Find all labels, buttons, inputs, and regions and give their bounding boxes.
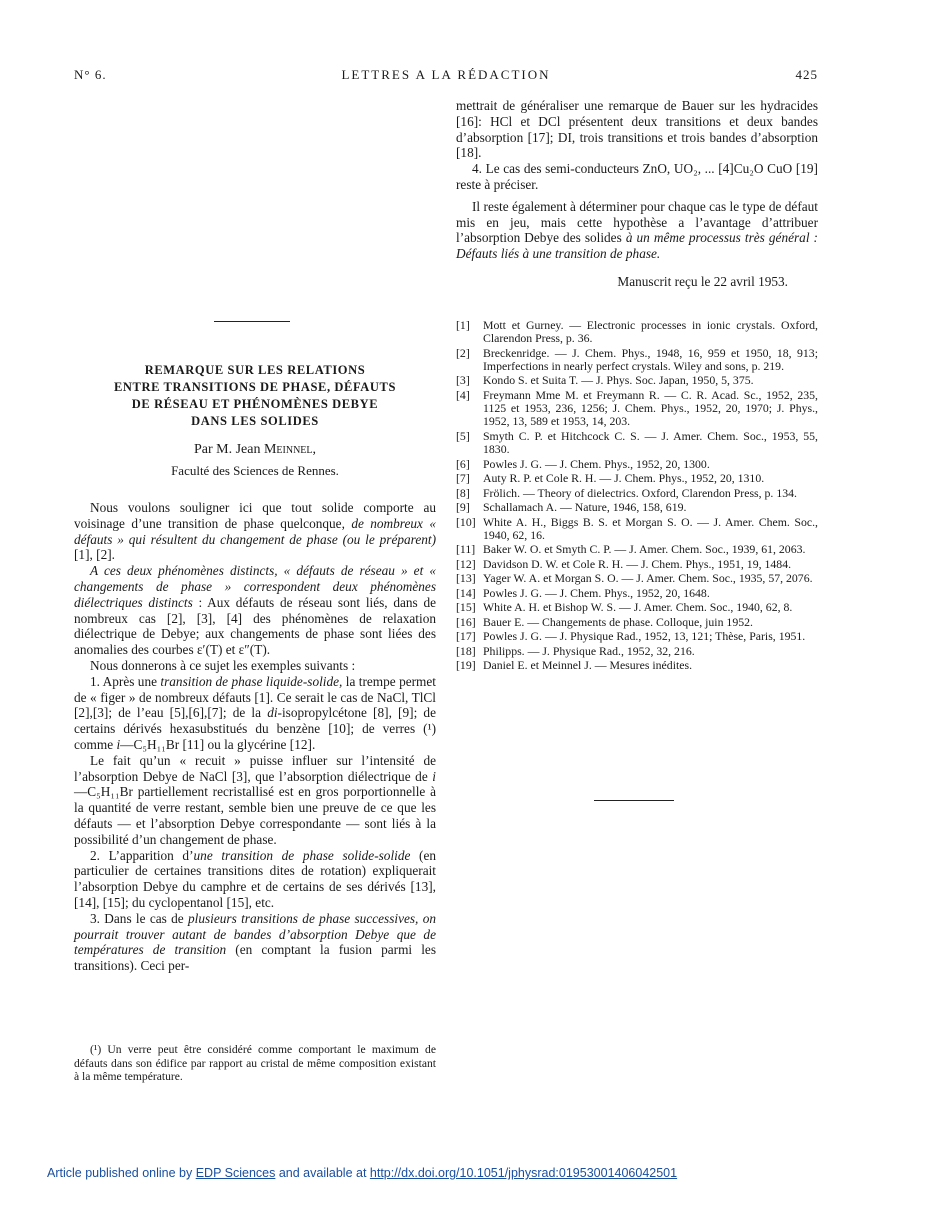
running-header bbox=[74, 67, 818, 87]
text: : Aux défauts de réseau sont liés, dans de nombreux cas [2], [3], [4] des phénomènes de relaxation diélectrique de Debye; aux changements de phase sont liées des anomalies des courbes ε′(T) et ε″(T). bbox=[74, 594, 436, 658]
reference-number: [19] bbox=[456, 658, 476, 673]
text: 2. L’apparition d’ bbox=[90, 847, 194, 863]
publisher-link[interactable]: EDP Sciences bbox=[195, 1166, 276, 1180]
paragraph bbox=[74, 563, 436, 658]
reference-item bbox=[456, 558, 818, 571]
reference-list bbox=[456, 319, 818, 674]
paragraph: mettrait de généraliser une remarque de Bauer sur les hydracides [16]: HCl et DCl présentent deux transitions et deux bandes d’absorption [17]; DI, trois transitions et trois bandes d’absorption [18]. bbox=[456, 98, 818, 161]
reference-item bbox=[456, 458, 818, 471]
byline bbox=[74, 442, 436, 458]
reference-number: [5] bbox=[456, 428, 470, 443]
reference-text: Philipps. — J. Physique Rad., 1952, 32, 216. bbox=[483, 643, 695, 658]
reference-item bbox=[456, 472, 818, 485]
reference-number: [18] bbox=[456, 643, 476, 658]
reference-number: [6] bbox=[456, 456, 470, 471]
reference-item bbox=[456, 374, 818, 387]
doi-link[interactable]: http://dx.doi.org/10.1051/jphysrad:01953001406042501 bbox=[369, 1166, 678, 1180]
text: 3. Dans le cas de bbox=[90, 910, 189, 926]
reference-text: Daniel E. et Meinnel J. — Mesures inédites. bbox=[483, 658, 693, 673]
footnote-text: (¹) Un verre peut être considéré comme comportant le maximum de défauts dans son édifice par rapport au cristal de même composition existant à la même température. bbox=[74, 1043, 436, 1084]
footer-text: and available at bbox=[275, 1166, 370, 1180]
reference-item bbox=[456, 587, 818, 600]
paragraph bbox=[74, 500, 436, 563]
reference-text: Frölich. — Theory of dielectrics. Oxford, Clarendon Press, p. 134. bbox=[483, 485, 797, 500]
reference-number: [1] bbox=[456, 318, 470, 332]
affiliation: Faculté des Sciences de Rennes. bbox=[171, 463, 339, 478]
emphasis: di bbox=[267, 705, 278, 721]
emphasis: une transition de phase solide-solide bbox=[193, 847, 411, 863]
reference-item bbox=[456, 516, 818, 542]
text: Il reste également à déterminer pour chaque cas le type de défaut mis en jeu, mais cette hypothèse a l’avantage d’attribuer l’absorption Debye des solides bbox=[456, 198, 818, 246]
reference-number: [4] bbox=[456, 387, 470, 402]
reference-number: [10] bbox=[456, 514, 476, 529]
reference-number: [12] bbox=[456, 556, 476, 571]
reference-item bbox=[456, 487, 818, 500]
paragraph bbox=[74, 753, 436, 848]
reference-number: [11] bbox=[456, 542, 476, 557]
title-line: ENTRE TRANSITIONS DE PHASE, DÉFAUTS bbox=[113, 380, 397, 394]
text: Nous voulons souligner ici que tout solide comporte au voisinage d’une transition de phase quelconque, bbox=[74, 500, 436, 531]
text: [1], [2]. bbox=[74, 547, 115, 563]
reference-item bbox=[456, 601, 818, 614]
text: 1. Après une bbox=[90, 673, 161, 689]
references-end-divider bbox=[594, 800, 674, 801]
reference-item bbox=[456, 645, 818, 658]
reference-item bbox=[456, 543, 818, 556]
footnote bbox=[74, 1043, 436, 1084]
title-line: REMARQUE SUR LES RELATIONS bbox=[144, 363, 366, 377]
reference-item bbox=[456, 389, 818, 429]
paragraph: 4. Le cas des semi-conducteurs ZnO, UO₂, ... [4]Cu₂O CuO [19] reste à préciser. bbox=[456, 161, 818, 192]
emphasis: à un même processus très général : Défauts liés à une transition de phase. bbox=[456, 230, 818, 262]
left-column bbox=[74, 500, 436, 974]
reference-number: [14] bbox=[456, 585, 476, 600]
section-divider bbox=[214, 321, 290, 322]
reference-number: [7] bbox=[456, 471, 470, 486]
reference-number: [9] bbox=[456, 500, 470, 515]
right-column bbox=[456, 98, 818, 290]
page-number: 425 bbox=[795, 67, 818, 82]
reference-number: [2] bbox=[456, 345, 470, 360]
emphasis: plusieurs transitions de phase successives, on pourrait trouver autant de bandes d’absorption Debye que de températures de transition bbox=[74, 910, 436, 958]
issue-number: N° 6. bbox=[74, 67, 107, 82]
paragraph bbox=[74, 674, 436, 753]
reference-item bbox=[456, 430, 818, 456]
reference-text: Powles J. G. — J. Physique Rad., 1952, 13, 121; Thèse, Paris, 1951. bbox=[483, 629, 806, 644]
text: la trempe permet de « figer » de nombreux défauts [1]. Ce serait le cas de NaCl, TlCl [2],[3]; de l’eau [5],[6],[7]; de la bbox=[74, 673, 436, 721]
reference-item bbox=[456, 616, 818, 629]
footer-text: Article published online by bbox=[47, 1166, 196, 1180]
reference-text: Freymann Mme M. et Freymann R. — C. R. Acad. Sc., 1952, 235, 1125 et 1953, 236, 1256; J. Chem. Phys., 1952, 20, 1970; J. Phys., 1952, 13, 589 et 1953, 14, 203. bbox=[483, 387, 818, 429]
title-line: DANS LES SOLIDES bbox=[191, 414, 319, 428]
paragraph bbox=[456, 199, 818, 262]
running-title: LETTRES A LA RÉDACTION bbox=[341, 67, 551, 82]
text: (en comptant la fusion parmi les transitions). Ceci per- bbox=[74, 942, 436, 974]
reference-item bbox=[456, 347, 818, 373]
reference-item bbox=[456, 630, 818, 643]
reference-number: [8] bbox=[456, 485, 470, 500]
byline-prefix: Par M. Jean bbox=[193, 442, 264, 457]
paragraph: Nous donnerons à ce sujet les exemples suivants : bbox=[90, 657, 356, 673]
reference-text: Breckenridge. — J. Chem. Phys., 1948, 16, 959 et 1950, 18, 913; Imperfections in nearly perfect crystals. Wiley and sons, p. 219. bbox=[483, 345, 818, 373]
text: —C₅H₁₁Br partiellement recristallisé est en gros porportionnelle à la quantité de verre restant, semble bien une preuve de ce que les défauts — et l’absorption Debye correspondante — sont liés à la possibilité d’un changement de phase. bbox=[74, 784, 436, 847]
title-line: DE RÉSEAU ET PHÉNOMÈNES DEBYE bbox=[131, 397, 379, 411]
reference-text: Auty R. P. et Cole R. H. — J. Chem. Phys., 1952, 20, 1310. bbox=[483, 471, 765, 486]
reference-text: White A. H. et Bishop W. S. — J. Amer. Chem. Soc., 1940, 62, 8. bbox=[483, 600, 793, 615]
text: -isopropylcétone [8], [9]; de certains dérivés hexasubstitués du benzène [10]; de verres (¹) comme bbox=[74, 705, 436, 752]
reference-text: Kondo S. et Suita T. — J. Phys. Soc. Japan, 1950, 5, 375. bbox=[483, 373, 754, 388]
text: (en particulier de certaines transitions dites de rotation) expliquerait l’absorption Debye du camphre et de certains de ses dérivés [13], [14], [15]; du cyclopentanol [15], etc. bbox=[74, 847, 436, 910]
paragraph bbox=[74, 911, 436, 974]
reference-number: [3] bbox=[456, 373, 470, 388]
publication-footer bbox=[47, 1166, 677, 1180]
reference-text: Schallamach A. — Nature, 1946, 158, 619. bbox=[483, 500, 687, 515]
text: Le fait qu’un « recuit » puisse influer sur l’intensité de l’absorption Debye de NaCl [3], que l’absorption diélectrique de bbox=[74, 752, 436, 784]
reference-number: [17] bbox=[456, 629, 476, 644]
reference-text: Powles J. G. — J. Chem. Phys., 1952, 20, 1648. bbox=[483, 585, 710, 600]
reference-number: [16] bbox=[456, 614, 476, 629]
reference-text: Powles J. G. — J. Chem. Phys., 1952, 20, 1300. bbox=[483, 456, 710, 471]
reference-text: Baker W. O. et Smyth C. P. — J. Amer. Chem. Soc., 1939, 61, 2063. bbox=[483, 542, 806, 557]
emphasis: i bbox=[116, 736, 121, 752]
emphasis: de nombreux « défauts » qui résultent du changement de phase (ou le préparent) bbox=[74, 515, 436, 547]
reference-text: Davidson D. W. et Cole R. H. — J. Chem. Phys., 1951, 19, 1484. bbox=[483, 556, 792, 571]
reference-item bbox=[456, 572, 818, 585]
reference-text: Yager W. A. et Morgan S. O. — J. Amer. Chem. Soc., 1935, 57, 2076. bbox=[483, 571, 813, 586]
reference-number: [15] bbox=[456, 600, 476, 615]
paragraph bbox=[74, 848, 436, 911]
article-title bbox=[74, 362, 436, 430]
reference-text: Smyth C. P. et Hitchcock C. S. — J. Amer. Chem. Soc., 1953, 55, 1830. bbox=[483, 428, 818, 457]
reference-item bbox=[456, 501, 818, 514]
reference-text: Mott et Gurney. — Electronic processes in ionic crystals. Oxford, Clarendon Press, p. 36. bbox=[483, 318, 818, 346]
author-name: Meinnel, bbox=[263, 442, 317, 457]
reference-number: [13] bbox=[456, 571, 476, 586]
text: —C₅H₁₁Br [11] ou la glycérine [12]. bbox=[120, 736, 316, 752]
reference-item bbox=[456, 319, 818, 345]
reference-item bbox=[456, 659, 818, 672]
reference-text: Bauer E. — Changements de phase. Colloque, juin 1952. bbox=[483, 614, 753, 629]
emphasis: i bbox=[432, 768, 436, 784]
emphasis: transition de phase liquide-solide, bbox=[160, 673, 343, 689]
received-date: Manuscrit reçu le 22 avril 1953. bbox=[617, 273, 788, 289]
reference-text: White A. H., Biggs B. S. et Morgan S. O. — J. Amer. Chem. Soc., 1940, 62, 16. bbox=[483, 514, 818, 542]
emphasis: A ces deux phénomènes distincts, « défauts de réseau » et « changements de phase » correspondent deux phénomènes diélectriques distincts bbox=[74, 563, 436, 610]
